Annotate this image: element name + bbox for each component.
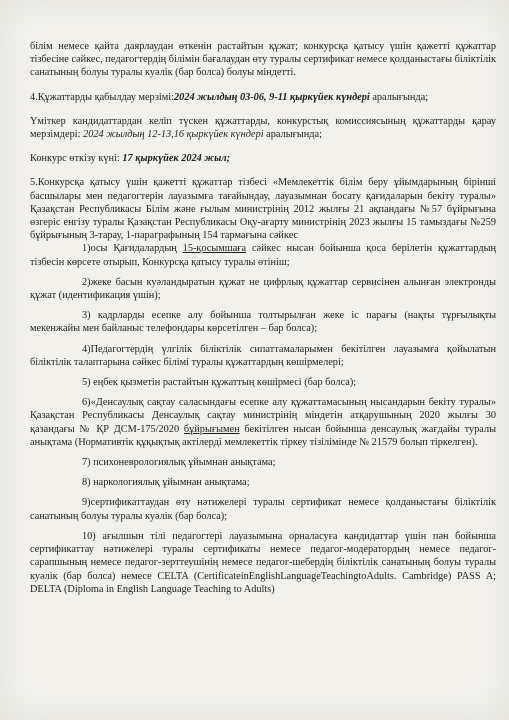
list-item-5: 5) еңбек қызметін растайтын құжаттың көшірмесі (бар болса);	[82, 377, 357, 389]
review-dates: 2024 жылдың 12-13,16 қыркүйек күндері	[83, 129, 264, 141]
paragraph-education-requirements: білім немесе қайта даярлаудан өткенін растайтын құжат; конкурсқа қатысу үшін қажетті құжаттар тізбесіне сәйкес, педагогтердің білімін бағалаудан өту туралы сертификат немесе қолданыстағы біліктілік санатының болуы туралы куәлік (бар болса) болуы міндетті.	[30, 41, 496, 79]
list-item-2: 2)жеке басын куәландыратын құжат не цифрлық құжаттар сервисінен алынған электронды құжат (идентификация үшін);	[30, 276, 496, 302]
paragraph-submission-period: 4.Құжаттарды қабылдау мерзімі:2024 жылдың 03-06, 9-11 қыркүйек күндері аралығында;	[30, 91, 429, 103]
list-item-4: 4)Педагогтердің үлгілік біліктілік сипаттамаларымен бекітілген лауазымға қойылатын біліктілік талаптарына сәйкес білімі туралы құжаттардың көшірмелері;	[30, 343, 496, 368]
contest-date: 17 қыркүйек 2024 жыл;	[122, 153, 231, 165]
list-item-9: 9)сертификаттаудан өту нәтижелері туралы сертификат немесе қолданыстағы біліктілік санатының болуы туралы куәлік (бар болса);	[30, 497, 496, 522]
submission-dates: 2024 жылдың 03-06, 9-11 қыркүйек күндері	[174, 91, 370, 103]
list-item-10: 10) ағылшын тілі педагогтері лауазымына орналасуға кандидаттар үшін пән бойынша сертификаттау нәтижелері туралы сертификаты немесе педагог-модератордың немесе педагог-сарапшының немесе педагог-зерттеушінің немесе педагог-шебердің біліктілік санатының болуы туралы куәлік (бар болса) немесе CELTA (CertificateinEnglishLanguageTeachingtoAdults. Cambridge) PASS A; DELTA (Diploma in English Language Teaching to Adults)	[30, 530, 496, 595]
list-item-7: 7) психоневрологиялық ұйымнан анықтама;	[82, 457, 276, 469]
list-item-1: 1)осы Қағидалардың 15-қосымшаға сәйкес нысан бойынша қоса берілетін құжаттардың тізбесін көрсете отырып, Конкурсқа қатысу туралы өтініш;	[30, 243, 496, 268]
list-item-8: 8) наркологиялық ұйымнан анықтама;	[82, 477, 250, 489]
order-link[interactable]: бұйрығымен	[183, 423, 240, 435]
paragraph-contest-date: Конкурс өткізу күні: 17 қыркүйек 2024 жыл;	[30, 153, 231, 165]
appendix-15-link[interactable]: 15-қосымшаға	[182, 243, 247, 255]
list-item-6: 6)«Денсаулық сақтау саласындағы есепке алу құжаттамасының нысандарын бекіту туралы» Қазақстан Республикасы Денсаулық сақтау министрінің міндетін атқарушының 2020 жылғы 30 қазандағы № ҚР ДСМ-175/2020 бұйрығымен бекітілген нысан бойынша денсаулық жағдайы туралы анықтама (Нормативтік құқықтық актілерді мемлекеттік тіркеу тізілімінде № 21579 болып тіркелген).	[30, 397, 496, 448]
paragraph-review-period: Үміткер кандидаттардан келіп түскен құжаттарды, конкурстық комиссиясының құжаттарды қарау мерзімдері: 2024 жылдың 12-13,16 қыркүйек күндері аралығында;	[30, 115, 496, 141]
paragraph-documents-list: 5.Конкурсқа қатысу үшін қажетті құжаттар тізбесі «Мемлекеттік білім беру ұйымдарының бірінші басшылары мен педагогтерін лауазымға тағайындау, лауазымнан босату қағидаларын бекіту туралы» Қазақстан Республикасы Білім және ғылым министрінің 2012 жылғы 21 ақпандағы №57 бұйрығына өзгеріс енгізу туралы Қазақстан Республикасы Оқу-ағарту министрінің 2023 жылғы 15 тамыздағы №259 бұйрығының 3-тарау, 1-параграфының 154 тармағына сәйкес	[30, 177, 496, 242]
list-item-3: 3) кадрларды есепке алу бойынша толтырылған жеке іс парағы (нақты тұрғылықты мекенжайы мен байланыс телефондары көрсетілген – бар болса);	[30, 310, 496, 335]
document-body	[30, 0, 496, 596]
